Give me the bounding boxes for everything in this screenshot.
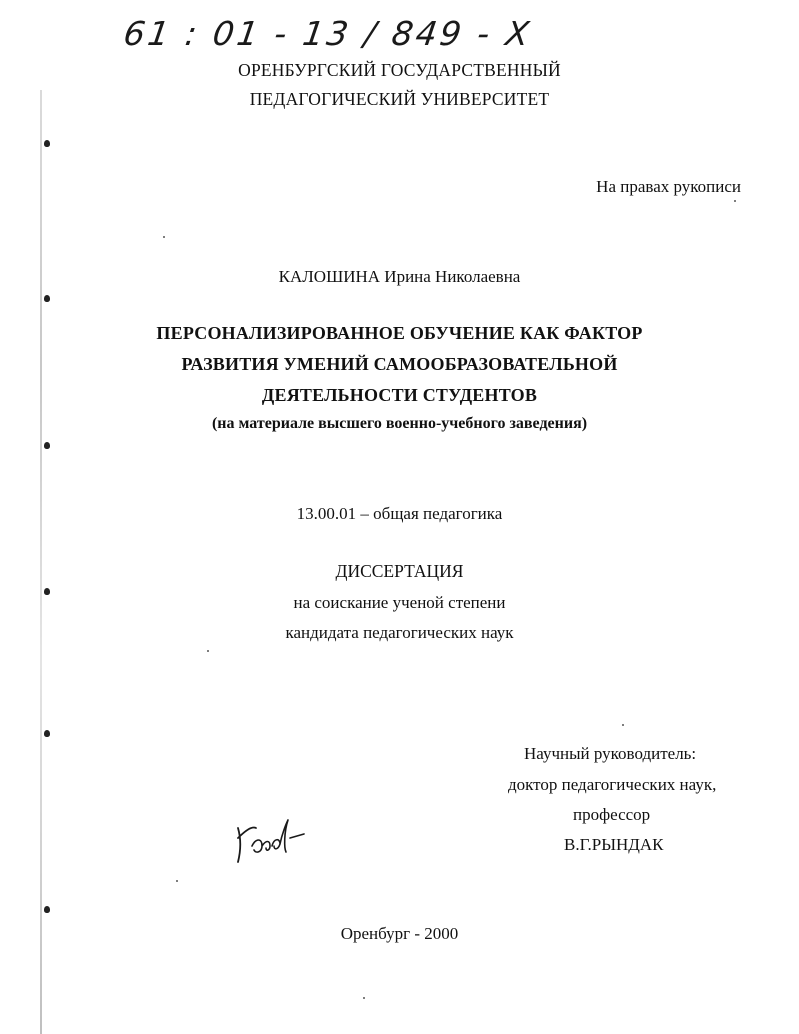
signature-handwritten — [232, 812, 312, 868]
supervisor-rank: профессор — [573, 805, 651, 824]
author-name: КАЛОШИНА Ирина Николаевна — [278, 267, 521, 286]
binding-hole-mark — [44, 730, 50, 737]
degree-line2: кандидата педагогических наук — [285, 623, 514, 642]
scan-dust — [176, 880, 178, 882]
city-year: Оренбург - 2000 — [340, 924, 459, 943]
supervisor-label: Научный руководитель: — [524, 744, 697, 763]
dissertation-label: ДИССЕРТАЦИЯ — [335, 561, 464, 581]
scan-dust — [207, 650, 209, 652]
manuscript-note: На правах рукописи — [596, 177, 741, 196]
title-line2: РАЗВИТИЯ УМЕНИЙ САМООБРАЗОВАТЕЛЬНОЙ — [181, 354, 618, 374]
scan-dust — [163, 236, 165, 238]
binding-hole-mark — [44, 295, 50, 302]
degree-line1: на соискание ученой степени — [293, 593, 506, 612]
university-name-line2: ПЕДАГОГИЧЕСКИЙ УНИВЕРСИТЕТ — [249, 89, 550, 109]
supervisor-name: В.Г.РЫНДАК — [564, 835, 664, 854]
scan-dust — [622, 724, 624, 726]
archive-code-handwritten: 61 : 01 - 13 / 849 - X — [121, 14, 535, 53]
title-line3: ДЕЯТЕЛЬНОСТИ СТУДЕНТОВ — [261, 385, 538, 405]
scan-dust — [734, 200, 736, 202]
scan-edge-artifacts — [30, 90, 44, 1034]
scan-edge-line — [40, 90, 42, 1034]
university-name-line1: ОРЕНБУРГСКИЙ ГОСУДАРСТВЕННЫЙ — [238, 60, 561, 80]
specialty-code: 13.00.01 – общая педагогика — [296, 504, 503, 523]
binding-hole-mark — [44, 140, 50, 147]
title-subtitle: (на материале высшего военно-учебного заведения) — [211, 415, 588, 432]
binding-hole-mark — [44, 442, 50, 449]
binding-hole-mark — [44, 906, 50, 913]
scan-dust — [363, 997, 365, 999]
supervisor-degree: доктор педагогических наук, — [508, 775, 717, 794]
title-line1: ПЕРСОНАЛИЗИРОВАННОЕ ОБУЧЕНИЕ КАК ФАКТОР — [156, 323, 643, 343]
